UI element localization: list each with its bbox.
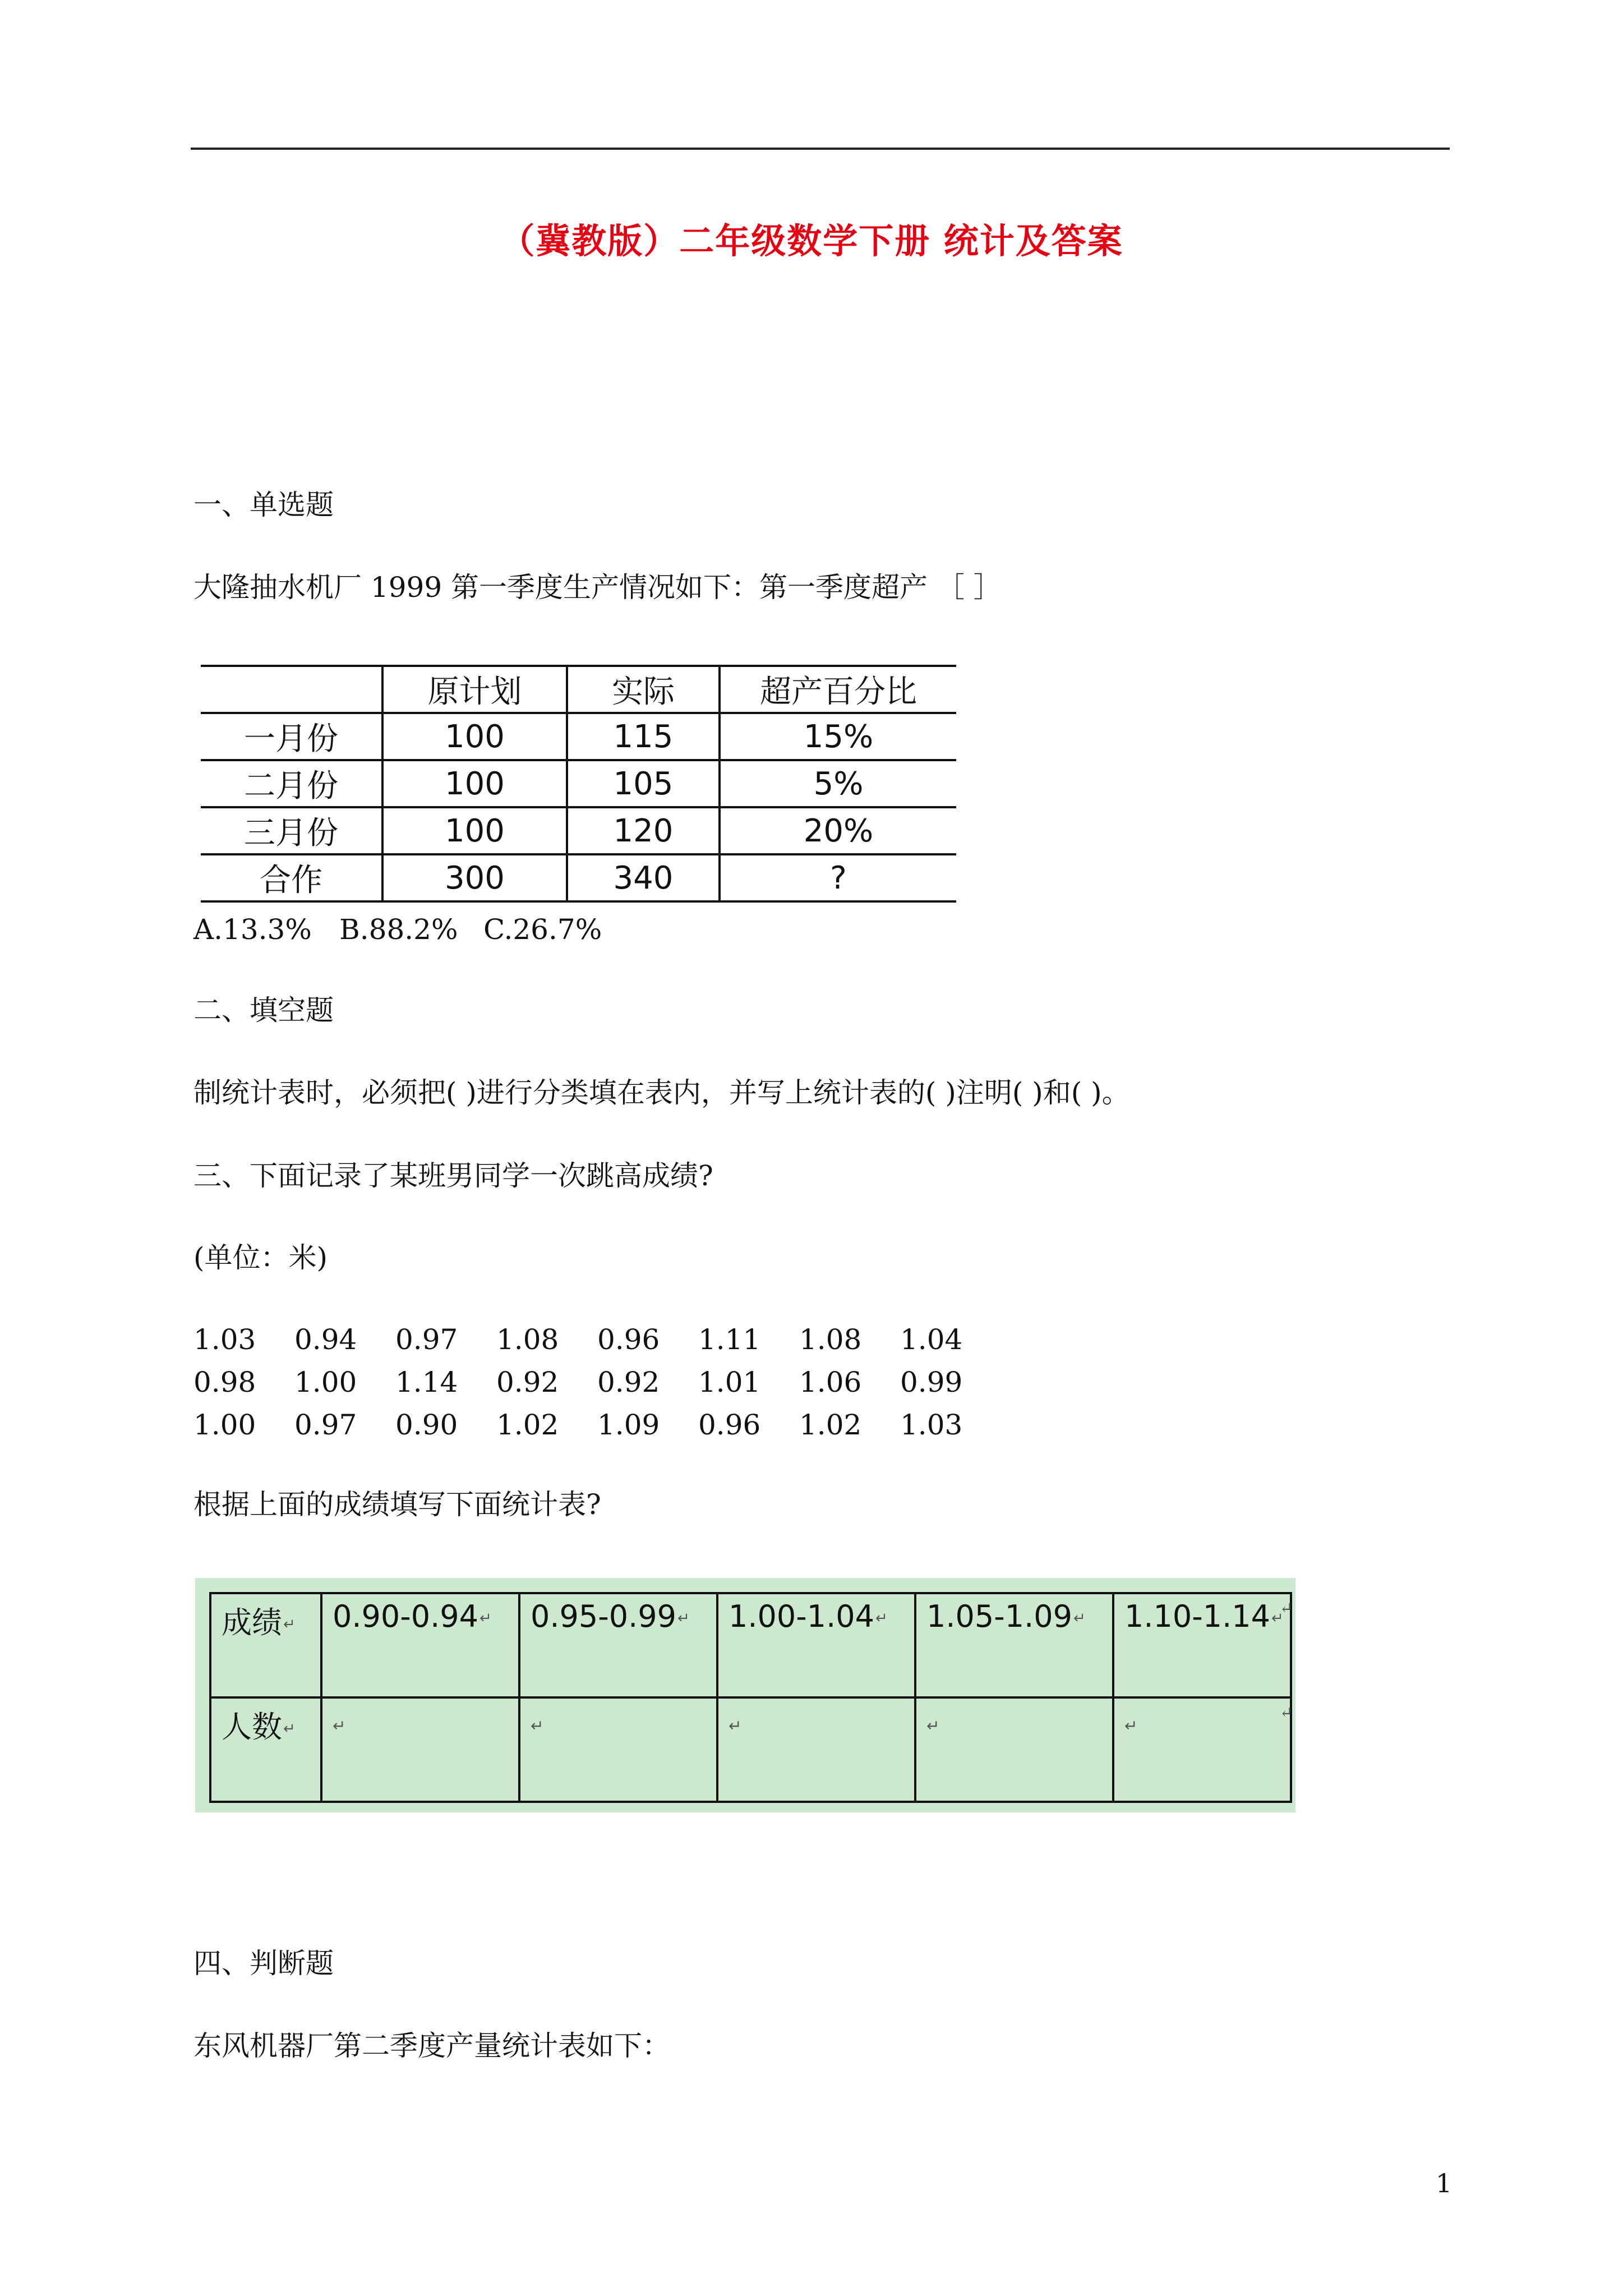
table-cell [519,1697,717,1802]
table-header-cell [201,666,382,713]
table-header-cell: 原计划 [382,666,567,713]
table-header-row [201,666,956,713]
table-cell [1113,1593,1291,1697]
paragraph-mark-icon: ↵ [1280,1703,1293,1722]
table-cell: 300 [382,854,567,901]
table-cell [915,1593,1113,1697]
table-cell [321,1697,519,1802]
data-value: 1.00 [193,1409,256,1441]
table-cell: 340 [567,854,720,901]
table-header-cell: 实际 [567,666,720,713]
header-rule [191,148,1450,150]
paragraph-mark-icon: ↵ [677,1610,690,1627]
data-value: 0.98 [193,1366,256,1398]
table-cell [1113,1697,1291,1802]
table-cell: 5% [720,760,956,807]
data-value: 0.92 [496,1366,559,1398]
table-cell: 105 [567,760,720,807]
section2-question: 制统计表时，必须把( )进行分类填在表内，并写上统计表的( )注明( )和( )。 [193,1076,1130,1109]
data-value: 1.04 [900,1323,963,1356]
paragraph-mark-icon: ↵ [728,1717,742,1735]
data-value: 1.08 [799,1323,862,1356]
high-jump-table [209,1592,1292,1803]
data-value: 0.96 [698,1409,761,1441]
data-value: 0.97 [294,1409,357,1441]
option-b: B.88.2% [339,913,458,946]
table-cell [717,1593,915,1697]
paragraph-mark-icon: ↵ [926,1717,940,1735]
table-cell [321,1593,519,1697]
range-text: 0.95-0.99 [531,1599,676,1634]
paragraph-mark-icon: ↵ [1280,1599,1293,1617]
data-value: 1.00 [294,1366,357,1398]
section4-heading: 四、判断题 [193,1947,334,1980]
section1-heading: 一、单选题 [193,489,334,521]
data-value: 1.03 [900,1409,963,1441]
table-cell: 15% [720,713,956,760]
table-cell [915,1697,1113,1802]
data-value: 0.97 [395,1323,458,1356]
section4-question: 东风机器厂第二季度产量统计表如下： [193,2030,670,2062]
paragraph-mark-icon: ↵ [1271,1610,1284,1627]
table-cell: 115 [567,713,720,760]
table-cell: 一月份 [201,713,382,760]
data-value: 1.11 [698,1323,761,1356]
data-value: 1.06 [799,1366,862,1398]
production-table [201,665,956,903]
data-value: 1.14 [395,1366,458,1398]
page-number: 1 [1436,2168,1453,2198]
document-title: （冀教版）二年级数学下册 统计及答案 [500,220,1123,261]
table-row [201,854,956,901]
data-value: 1.02 [799,1409,862,1441]
data-value: 1.01 [698,1366,761,1398]
table-cell: 20% [720,807,956,854]
table-cell: 100 [382,713,567,760]
data-value: 0.90 [395,1409,458,1441]
table-row [210,1593,1291,1697]
option-a: A.13.3% [193,913,312,946]
section3-instruction: 根据上面的成绩填写下面统计表? [193,1488,601,1521]
paragraph-mark-icon: ↵ [479,1610,492,1627]
table-row-label [210,1593,321,1697]
paragraph-mark-icon: ↵ [1073,1610,1086,1627]
data-value: 1.03 [193,1323,256,1356]
range-text: 1.10-1.14 [1124,1599,1270,1634]
table-row [210,1697,1291,1802]
section3-heading: 三、下面记录了某班男同学一次跳高成绩? [193,1159,713,1192]
table-cell: 合作 [201,854,382,901]
table-cell: 100 [382,760,567,807]
table-cell: 120 [567,807,720,854]
data-value: 1.08 [496,1323,559,1356]
option-c: C.26.7% [483,913,602,946]
table-cell: 三月份 [201,807,382,854]
data-value: 1.09 [597,1409,660,1441]
range-text: 1.00-1.04 [728,1599,874,1634]
paragraph-mark-icon: ↵ [1124,1717,1138,1735]
table-cell: 100 [382,807,567,854]
paragraph-mark-icon: ↵ [531,1717,544,1735]
data-value: 1.02 [496,1409,559,1441]
range-text: 1.05-1.09 [926,1599,1072,1634]
data-value: 0.99 [900,1366,963,1398]
range-text: 0.90-0.94 [333,1599,478,1634]
table-header-cell: 超产百分比 [720,666,956,713]
table-cell [519,1593,717,1697]
paragraph-mark-icon: ↵ [875,1610,888,1627]
table-row [201,760,956,807]
section2-heading: 二、填空题 [193,994,334,1027]
paragraph-mark-icon: ↵ [283,1720,296,1738]
table-cell: 二月份 [201,760,382,807]
row-label-text: 人数 [222,1709,282,1745]
data-value: 0.96 [597,1323,660,1356]
table-cell: ? [720,854,956,901]
table-row [201,807,956,854]
data-value: 0.94 [294,1323,357,1356]
table-row-label [210,1697,321,1802]
row-label-text: 成绩 [222,1605,282,1640]
table-cell [717,1697,915,1802]
paragraph-mark-icon: ↵ [283,1616,296,1634]
paragraph-mark-icon: ↵ [333,1717,346,1735]
table-row [201,713,956,760]
unit-label: (单位：米) [193,1241,328,1274]
data-value: 0.92 [597,1366,660,1398]
section1-question: 大隆抽水机厂 1999 第一季度生产情况如下：第一季度超产 ［ ］ [193,571,1002,604]
